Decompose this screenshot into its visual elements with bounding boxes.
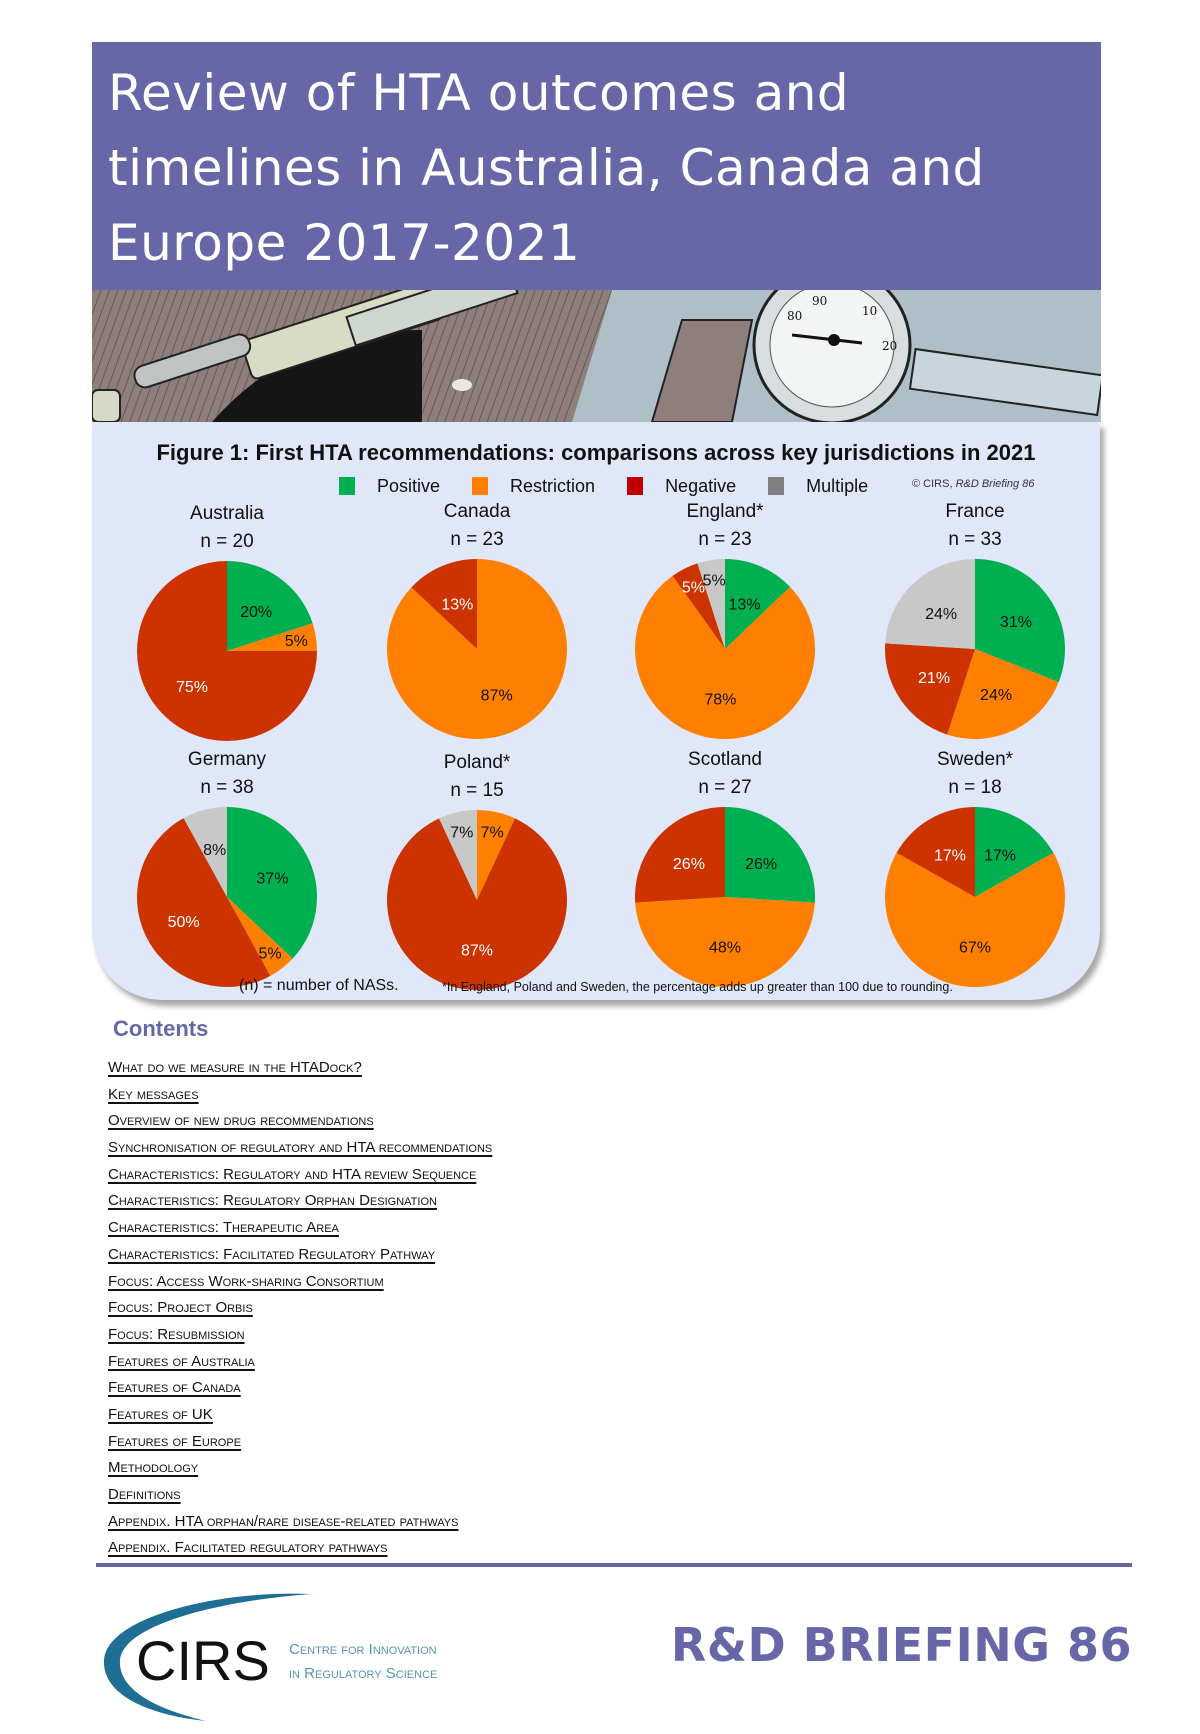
contents-item xyxy=(108,1376,492,1403)
pie-value-label: 17% xyxy=(934,847,967,865)
footer-divider xyxy=(96,1563,1132,1567)
contents-link-appendix-orphan[interactable]: Appendix. HTA orphan/rare disease-related pathways xyxy=(108,1512,459,1530)
pie-sample-size: n = 20 xyxy=(200,531,254,552)
contents-link-therapeutic-area[interactable]: Characteristics: Therapeutic Area xyxy=(108,1219,339,1237)
pie-sample-size: n = 15 xyxy=(450,780,504,801)
contents-link-htadock[interactable]: What do we measure in the HTADock? xyxy=(108,1059,362,1076)
logo-wordmark: CIRS xyxy=(136,1629,270,1692)
contents-item xyxy=(108,1403,492,1430)
pie-chart-france xyxy=(865,498,1085,742)
contents-item xyxy=(108,1216,492,1243)
pie-graphic xyxy=(632,804,818,990)
footnote-n-definition: (n) = number of NASs. xyxy=(239,977,399,994)
pie-graphic xyxy=(632,556,818,742)
contents-item xyxy=(108,1109,492,1136)
pie-value-label: 13% xyxy=(441,596,474,614)
contents-link-resubmission[interactable]: Focus: Resubmission xyxy=(108,1325,245,1343)
contents-heading: Contents xyxy=(113,1016,209,1041)
svg-text:80: 80 xyxy=(787,309,803,323)
pie-chart-sweden xyxy=(865,746,1085,990)
contents-link-review-sequence[interactable]: Characteristics: Regulatory and HTA review Sequence xyxy=(108,1165,477,1183)
figure-panel xyxy=(92,422,1100,1000)
pie-value-label: 5% xyxy=(702,572,726,590)
pie-value-label: 7% xyxy=(480,824,504,842)
copyright-note xyxy=(912,478,1034,490)
contents-item xyxy=(108,1056,492,1083)
pie-sample-size: n = 33 xyxy=(948,529,1002,550)
pie-value-label: 67% xyxy=(958,939,992,957)
title-line-1: Review of HTA outcomes and xyxy=(108,64,850,122)
pie-title: Scotland xyxy=(688,749,762,770)
pie-title: Australia xyxy=(190,503,264,524)
svg-text:20: 20 xyxy=(882,339,898,353)
pie-slice-negative xyxy=(635,807,725,903)
contents-item xyxy=(108,1136,492,1163)
contents-item xyxy=(108,1189,492,1216)
contents-link-definitions[interactable]: Definitions xyxy=(108,1486,181,1503)
contents-item xyxy=(108,1083,492,1110)
pie-chart-australia xyxy=(117,500,337,744)
pie-sample-size: n = 18 xyxy=(948,777,1002,798)
pie-value-label: 5% xyxy=(681,579,705,597)
legend-item-multiple xyxy=(768,476,868,497)
legend-label: Positive xyxy=(377,475,441,496)
pie-chart-england xyxy=(615,498,835,742)
contents-link-orphan-designation[interactable]: Characteristics: Regulatory Orphan Designation xyxy=(108,1192,437,1210)
legend-item-negative xyxy=(627,476,736,497)
legend-swatch-negative xyxy=(627,477,643,495)
pie-chart-germany xyxy=(117,746,337,990)
pie-value-label: 37% xyxy=(256,870,289,888)
legend-swatch-positive xyxy=(339,477,355,495)
contents-link-overview[interactable]: Overview of new drug recommendations xyxy=(108,1112,374,1130)
pie-sample-size: n = 38 xyxy=(200,777,254,798)
contents-link-access-consortium[interactable]: Focus: Access Work-sharing Consortium xyxy=(108,1272,384,1290)
pie-chart-poland xyxy=(367,749,587,993)
pie-value-label: 5% xyxy=(284,633,308,651)
contents-item xyxy=(108,1536,492,1563)
pie-value-label: 24% xyxy=(980,686,1013,704)
pie-graphic xyxy=(882,804,1068,990)
legend-item-positive xyxy=(339,476,440,497)
pie-title: France xyxy=(945,501,1005,522)
svg-text:90: 90 xyxy=(812,294,828,308)
pie-value-label: 75% xyxy=(175,679,209,697)
pie-value-label: 8% xyxy=(203,842,227,860)
pie-chart-canada xyxy=(367,498,587,742)
pie-value-label: 21% xyxy=(918,669,951,687)
pie-title: Poland* xyxy=(443,752,511,773)
pie-title: England* xyxy=(686,501,764,522)
legend-label: Multiple xyxy=(806,475,869,496)
contents-item xyxy=(108,1510,492,1537)
contents-item xyxy=(108,1483,492,1510)
header-illustration xyxy=(92,290,1101,422)
legend-item-restriction xyxy=(472,476,595,497)
pie-graphic xyxy=(384,556,570,742)
pie-value-label: 5% xyxy=(258,945,282,963)
contents-list xyxy=(108,1056,492,1563)
pie-value-label: 13% xyxy=(728,596,761,614)
chart-legend xyxy=(339,474,900,498)
contents-link-features-canada[interactable]: Features of Canada xyxy=(108,1379,241,1397)
pie-value-label: 87% xyxy=(460,942,494,960)
title-line-2: timelines in Australia, Canada and xyxy=(108,139,985,197)
pie-value-label: 48% xyxy=(708,939,742,957)
contents-link-methodology[interactable]: Methodology xyxy=(108,1459,199,1477)
contents-link-features-europe[interactable]: Features of Europe xyxy=(108,1432,242,1450)
logo-subtitle-line-2: in Regulatory Science xyxy=(289,1665,438,1682)
pie-slice-multiple xyxy=(885,559,975,649)
footnote-rounding: *In England, Poland and Sweden, the percentage adds up greater than 100 due to rounding. xyxy=(442,980,953,994)
pie-value-label: 50% xyxy=(167,913,200,931)
pie-sample-size: n = 23 xyxy=(450,529,504,550)
pie-title: Germany xyxy=(187,749,267,770)
contents-item xyxy=(108,1270,492,1297)
pie-slice-positive xyxy=(725,807,815,903)
micrometer-caliper-icon xyxy=(92,290,1101,422)
legend-swatch-multiple xyxy=(768,477,784,495)
pie-graphic xyxy=(882,556,1068,742)
contents-link-features-australia[interactable]: Features of Australia xyxy=(108,1352,255,1370)
pie-value-label: 7% xyxy=(450,824,474,842)
pie-value-label: 87% xyxy=(480,687,513,705)
pie-title: Sweden* xyxy=(936,749,1014,770)
pie-value-label: 78% xyxy=(704,691,737,709)
contents-link-project-orbis[interactable]: Focus: Project Orbis xyxy=(108,1299,253,1317)
contents-link-features-uk[interactable]: Features of UK xyxy=(108,1405,213,1423)
contents-link-synchronisation[interactable]: Synchronisation of regulatory and HTA recommendations xyxy=(108,1139,493,1157)
pie-value-label: 20% xyxy=(240,603,273,621)
contents-item xyxy=(108,1163,492,1190)
contents-item xyxy=(108,1456,492,1483)
pie-graphic xyxy=(134,558,320,744)
legend-swatch-restriction xyxy=(472,477,488,495)
cirs-logo-icon xyxy=(96,1588,456,1723)
logo-subtitle-line-1: Centre for Innovation xyxy=(289,1641,437,1658)
pie-value-label: 17% xyxy=(983,847,1016,865)
legend-label: Negative xyxy=(665,475,737,496)
briefing-number: R&D BRIEFING 86 xyxy=(670,1618,1132,1672)
copyright-prefix: © CIRS, xyxy=(912,478,956,490)
contents-link-appendix-facilitated[interactable]: Appendix. Facilitated regulatory pathways xyxy=(108,1539,388,1557)
pie-value-label: 31% xyxy=(999,614,1032,632)
contents-item xyxy=(108,1350,492,1377)
contents-item xyxy=(108,1323,492,1350)
contents-link-facilitated-pathway[interactable]: Characteristics: Facilitated Regulatory Pathway xyxy=(108,1245,436,1263)
pie-chart-scotland xyxy=(615,746,835,990)
pie-sample-size: n = 23 xyxy=(698,529,752,550)
title-line-3: Europe 2017-2021 xyxy=(108,214,581,272)
pie-graphic xyxy=(384,807,570,993)
contents-link-key-messages[interactable]: Key messages xyxy=(108,1085,199,1103)
pie-value-label: 26% xyxy=(745,856,778,874)
figure-title: Figure 1: First HTA recommendations: comparisons across key jurisdictions in 2021 xyxy=(156,440,1036,465)
svg-text:10: 10 xyxy=(862,304,878,318)
pie-title: Canada xyxy=(443,501,511,522)
contents-item xyxy=(108,1243,492,1270)
contents-item xyxy=(108,1430,492,1457)
pie-value-label: 24% xyxy=(925,605,958,623)
cirs-logo xyxy=(96,1588,456,1723)
legend-label: Restriction xyxy=(510,475,596,496)
title-banner xyxy=(92,42,1101,290)
contents-item xyxy=(108,1296,492,1323)
pie-sample-size: n = 27 xyxy=(698,777,752,798)
pie-graphic xyxy=(134,804,320,990)
copyright-source: R&D Briefing 86 xyxy=(955,478,1035,490)
document-title xyxy=(108,56,985,281)
pie-value-label: 26% xyxy=(672,856,705,874)
